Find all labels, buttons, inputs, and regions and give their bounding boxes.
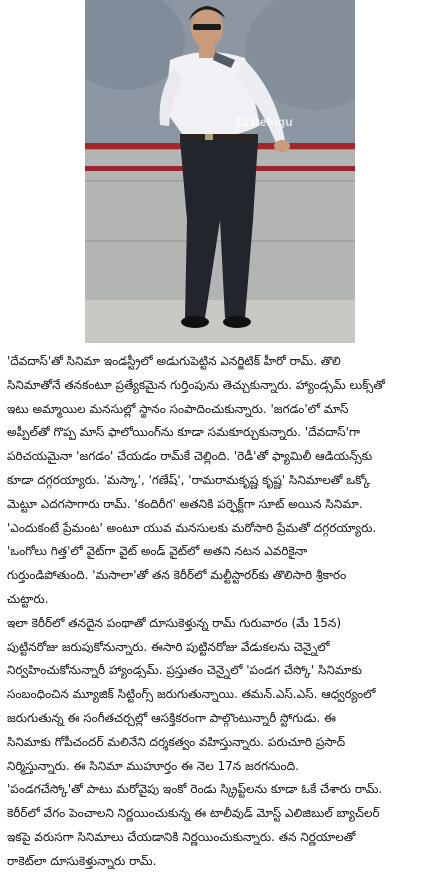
article-line: 'దేవదాస్'తో సినిమా ఇండస్ట్రీలో అడుగుపెట్టిన ఎనర్జిటిక్ హీరో రామ్. తొలి [7,354,341,368]
article-line: కూడా దగ్గరయ్యారు. 'మస్కా', 'గణేష్', 'రామరామకృష్ణ కృష్ణ' సినిమాలతో ఒక్కో [7,473,371,487]
article-line: గుర్తుండిపోతుంది. 'మసాలా'తో తన కెరీర్‌లో మల్టీస్టారర్‌కు తొలిసారి శ్రీకారం [7,568,347,583]
article-line: సినిమాతోనే తనకంటూ ప్రత్యేకమైన గుర్తింపును తెచ్చుకున్నారు. హ్యాండ్సమ్ లుక్స్‌తో [7,377,385,392]
article-line: 'ఒంగోలు గిత్త'లో వైట్‌గా వైట్ అండ్ వైట్‌లో అతని నటన ఎవరికైనా [7,544,308,559]
article-line: అప్పీల్‌తో గొప్ప మాస్ ఫాలోయింగ్‌ను కూడా సమకూర్చుకున్నారు. 'దేవదాస్'గా [7,425,361,440]
article-line: మెట్టూ ఎదగసాగారు రామ్. 'కందిరీగ' అతనికి పర్ఫెక్ట్‌గా సూట్ అయిన సినిమా. [7,496,363,511]
article-line: కెరీర్‌లో వేగం పెంచాలని నిర్ణయించుకున్న ఈ టాలీవుడ్ మోస్ట్ ఎలిజిబుల్ బ్యాచ్‌లర్ [7,806,380,821]
article-line: పరిచయమైనా 'జగడం' చేయడం రామ్‌కే చెల్లింది. 'రెడీ'తో ఫ్యామిలీ ఆడియన్స్‌కు [7,449,373,464]
article-line: జరుగుతున్న ఈ సంగీతచర్చల్లో ఆసక్తికరంగా పాల్గొంటున్నారీ స్టోగుడు. ఈ [7,711,336,725]
article-line: నిర్మిస్తున్నారు. ఈ సినిమా ముహూర్తం ఈ నెల 17న జరగనుంది. [7,758,299,773]
actor-photo-illustration [85,0,355,343]
article-line: నిర్వహించుకోనున్నారీ హ్యాండ్సమ్. ప్రస్తుతం చెన్నైలో 'పండగ చేస్కో' సినిమాకు [7,663,362,678]
article-line: పుట్టినరోజు జరుపుకోనున్నారు. ఈసారి పుట్టినరోజు వేడుకలను చెన్నైలో [7,639,330,654]
article-line: ఇటు అమ్మాయిల మనసుల్లో స్థానం సంపాదించుకున్నారు. 'జగడం'లో మాస్ [7,401,349,416]
hero-photo [85,0,355,343]
article-line: చుట్టారు. [7,592,49,606]
article-line: సినిమాకు గోపీచందర్ మలినేని దర్శకత్వం వహిస్తున్నారు. పరుచూరి ప్రసాద్ [7,734,346,749]
article-line: 'ఎందుకంటే ప్రేమంట' అంటూ యువ మనసులకు మరోసారి ప్రేమతో దగ్గరయ్యారు. [7,520,377,535]
article-line: ఇకపై వరుసగా సినిమాలు చేయడానికి నిర్ణయించుకున్నారు. తన నిర్ణయాలతో [7,830,356,844]
article-line: ఇలా కెరీర్‌లో తనదైన పంథాతో దూసుకెళ్తున్న రామ్ గురువారం (మే 15న) [7,615,342,630]
photo-watermark: 123telugu [235,115,293,129]
article-body [0,343,440,880]
article-line: రాకెట్‌లా దూసుకెళ్తున్నారు రామ్. [7,853,157,868]
article-line: సంబంధించిన మ్యూజిక్ సిట్టింగ్స్ జరుగుతున్నాయి. తమన్.ఎస్.ఎస్. ఆధ్వర్యంలో [7,687,376,702]
article-line: 'పండగచేస్కో'తో పాటు మరోవైపు ఇంకో రెండు స్క్రిప్ట్‌లను కూడా ఓకే చేశారు రామ్. [7,782,383,797]
